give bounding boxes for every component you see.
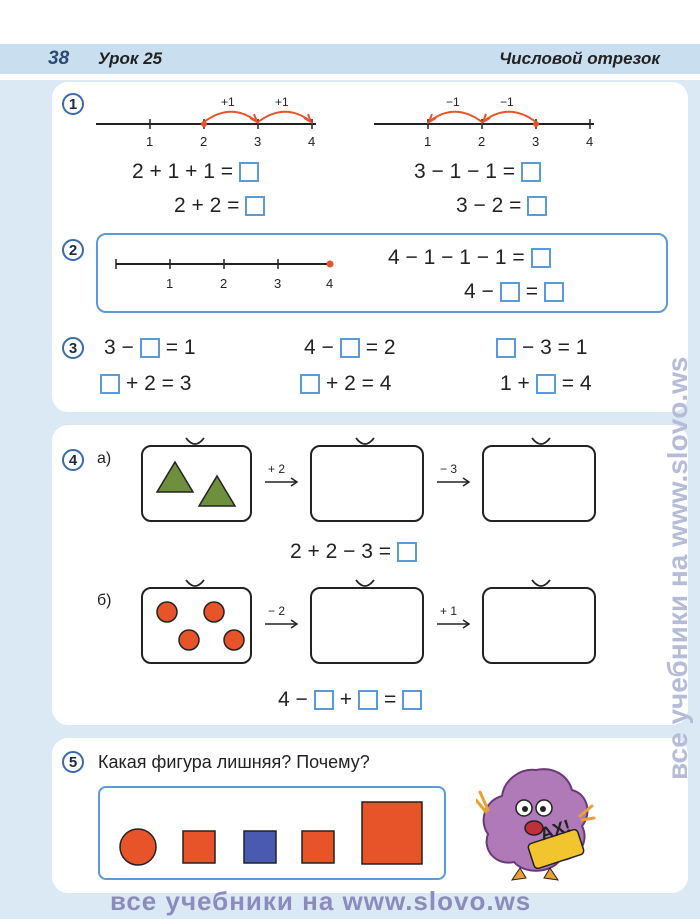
number-line-1-left: [94, 88, 324, 148]
answer-box[interactable]: [544, 282, 564, 302]
circles: [150, 595, 245, 657]
equation: 4 − =: [464, 280, 564, 304]
answer-box[interactable]: [527, 196, 547, 216]
task-number-4: 4: [62, 449, 84, 471]
answer-box[interactable]: [245, 196, 265, 216]
answer-box[interactable]: [496, 338, 516, 358]
tick-label: 3: [532, 134, 540, 149]
answer-box[interactable]: [500, 282, 520, 302]
exclamation-text: АХ!: [537, 815, 574, 845]
task-number-5: 5: [62, 751, 84, 773]
tick-label: 4: [586, 134, 594, 149]
tick-label: 4: [326, 276, 334, 291]
jump-label: −1: [446, 95, 460, 109]
equation: 2 + 1 + 1 =: [132, 160, 259, 184]
tick-label: 3: [254, 134, 262, 149]
tick-label: 2: [200, 134, 208, 149]
tick-label: 1: [146, 134, 154, 149]
tick-label: 4: [308, 134, 316, 149]
jump-label: +1: [221, 95, 235, 109]
arrow-right-icon: [436, 618, 472, 630]
answer-box[interactable]: [536, 374, 556, 394]
task-number-3: 3: [62, 337, 84, 359]
tick-label: 2: [220, 276, 228, 291]
task-5-question: Какая фигура лишняя? Почему?: [98, 752, 370, 772]
answer-box[interactable]: [358, 690, 378, 710]
figures-row: [110, 798, 440, 870]
set-box-a3[interactable]: [482, 445, 596, 522]
topic-title: Числовой отрезок: [499, 49, 660, 68]
equation: 4 − = 2: [304, 336, 396, 359]
arrow-right-icon: [436, 476, 472, 488]
jump-label: +1: [275, 95, 289, 109]
tick-label: 1: [424, 134, 432, 149]
watermark-side: все учебники на www.slovo.ws: [662, 356, 693, 780]
answer-box[interactable]: [239, 162, 259, 182]
equation: 3 − 2 =: [456, 194, 547, 218]
equation: + 2 = 3: [100, 372, 191, 396]
tick-label: 1: [166, 276, 174, 291]
answer-box[interactable]: [402, 690, 422, 710]
task-number-2: 2: [62, 239, 84, 261]
set-box-a2[interactable]: [310, 445, 424, 522]
page-number: 38: [48, 48, 70, 69]
equation: − 3 = 1: [496, 336, 587, 360]
equation: 2 + 2 − 3 =: [290, 540, 417, 564]
answer-box[interactable]: [340, 338, 360, 358]
fluffy-character-icon: [476, 762, 596, 882]
answer-box[interactable]: [531, 248, 551, 268]
part-label-a: а): [97, 450, 112, 467]
equation: + 2 = 4: [300, 372, 391, 396]
lesson-title: Урок 25: [98, 49, 163, 68]
part-label-b: б): [97, 592, 112, 609]
operation-label: + 1: [440, 604, 458, 618]
equation: 1 + = 4: [500, 372, 592, 395]
task-number-1: 1: [62, 93, 84, 115]
arrow-right-icon: [264, 618, 300, 630]
arrow-right-icon: [264, 476, 300, 488]
watermark-bottom: все учебники на www.slovo.ws: [110, 886, 532, 916]
equation: 3 − 1 − 1 =: [414, 160, 541, 184]
equation: 3 − = 1: [104, 336, 196, 359]
answer-box[interactable]: [100, 374, 120, 394]
tick-label: 2: [478, 134, 486, 149]
operation-label: − 3: [440, 462, 458, 476]
equation: 4 − + =: [278, 688, 422, 712]
tick-label: 3: [274, 276, 282, 291]
operation-label: − 2: [268, 604, 286, 618]
triangles: [155, 460, 240, 510]
answer-box[interactable]: [140, 338, 160, 358]
set-box-b2[interactable]: [310, 587, 424, 664]
jump-label: −1: [500, 95, 514, 109]
answer-box[interactable]: [300, 374, 320, 394]
number-line-1-right: [372, 88, 602, 148]
answer-box[interactable]: [521, 162, 541, 182]
operation-label: + 2: [268, 462, 286, 476]
answer-box[interactable]: [314, 690, 334, 710]
equation: 4 − 1 − 1 − 1 =: [388, 246, 551, 270]
set-box-b3[interactable]: [482, 587, 596, 664]
answer-box[interactable]: [397, 542, 417, 562]
equation: 2 + 2 =: [174, 194, 265, 218]
